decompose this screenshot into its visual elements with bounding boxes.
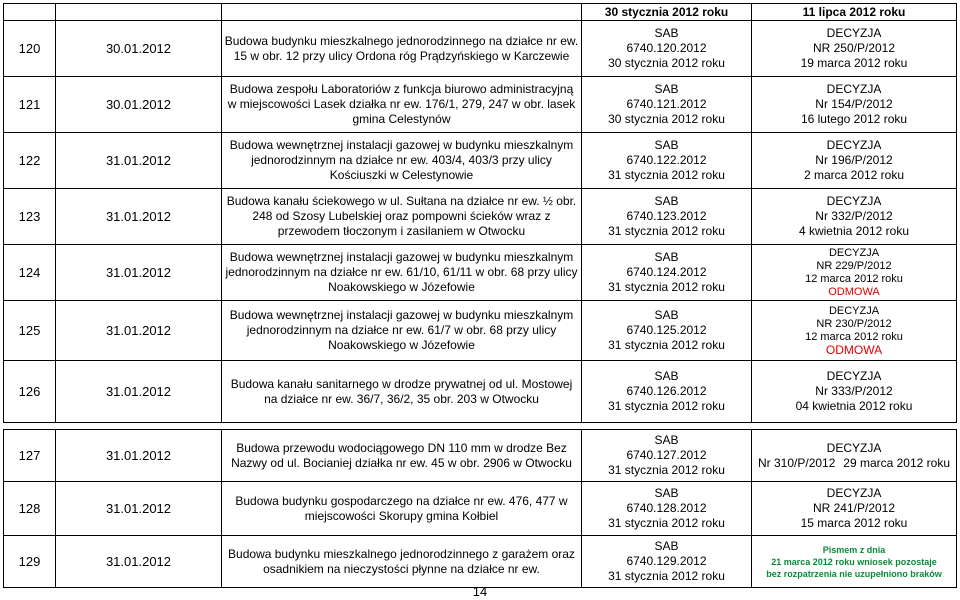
decision-date: 19 marca 2012 roku [800,56,908,70]
row-date: 31.01.2012 [56,361,222,423]
decision-number: Nr 154/P/2012 [815,97,893,111]
row-sab [582,77,752,133]
row-sab [582,133,752,189]
note-line: bez rozpatrzenia nie uzupełniono braków [766,568,942,579]
sab-label: SAB [654,486,679,500]
row-number: 122 [4,133,56,189]
decision-date: 2 marca 2012 roku [803,168,905,182]
sab-label: SAB [654,308,679,322]
row-sab [582,301,752,361]
row-description: Budowa budynku gospodarczego na działce nr ew. 476, 477 w miejscowości Skorupy gmina Kołbiel [222,482,582,536]
row-date: 31.01.2012 [56,189,222,245]
sab-label: SAB [654,194,679,208]
row-sab [582,536,752,588]
sab-label: SAB [654,433,679,447]
decision-refusal-note: ODMOWA [825,342,883,357]
row-date: 30.01.2012 [56,21,222,77]
sab-number: 6740.124.2012 [626,265,707,279]
decision-date: 12 marca 2012 roku [805,330,903,343]
decision-label: DECYZJA [826,440,882,455]
sab-label: SAB [654,539,679,553]
header-sab-date: 30 stycznia 2012 roku [582,4,752,21]
row-description: Budowa wewnętrznej instalacji gazowej w budynku mieszkalnym jednorodzinnym na działce nr ew. 403/4, 403/3 przy ulicy Kościuszki w Celestynowie [222,133,582,189]
decision-number: Nr 196/P/2012 [815,153,893,167]
decision-number: NR 230/P/2012 [816,317,892,330]
row-sab [582,482,752,536]
decision-label: DECYZJA [826,486,882,500]
page-number: 14 [472,584,488,599]
row-description: Budowa budynku mieszkalnego jednorodzinnego z garażem oraz osadnikiem na nieczystości płynne na działce nr ew. [222,536,582,588]
sab-number: 6740.129.2012 [626,554,707,568]
row-decision [752,245,957,301]
decision-label: DECYZJA [826,26,882,40]
register-table [3,3,957,588]
sab-date: 31 stycznia 2012 roku [608,224,725,238]
decision-date: 29 marca 2012 roku [843,455,950,470]
decision-number-date [754,456,954,471]
decision-label: DECYZJA [826,194,882,208]
row-sab [582,430,752,482]
sab-label: SAB [654,82,679,96]
sab-number: 6740.128.2012 [626,501,707,515]
sab-date: 30 stycznia 2012 roku [608,112,725,126]
decision-date: 04 kwietnia 2012 roku [795,399,913,413]
table-row [4,482,957,536]
row-sab [582,189,752,245]
sab-date: 31 stycznia 2012 roku [608,569,725,583]
row-number: 121 [4,77,56,133]
table-row [4,133,957,189]
decision-number: Nr 332/P/2012 [815,209,893,223]
sab-number: 6740.125.2012 [626,323,707,337]
row-description: Budowa wewnętrznej instalacji gazowej w budynku mieszkalnym jednorodzinnym na działce nr ew. 61/7 w obr. 68 przy ulicy Noakowskiego w Józefowie [222,301,582,361]
decision-number: Nr 333/P/2012 [815,384,893,398]
row-decision [752,21,957,77]
sab-date: 31 stycznia 2012 roku [608,338,725,352]
sab-number: 6740.122.2012 [626,153,707,167]
sab-date: 31 stycznia 2012 roku [608,168,725,182]
row-number: 129 [4,536,56,588]
decision-label: DECYZJA [828,246,880,259]
table-row [4,361,957,423]
note-line: Pismem z dnia [822,544,886,555]
sab-label: SAB [654,250,679,264]
row-description: Budowa wewnętrznej instalacji gazowej w budynku mieszkalnym jednorodzinnym na działce nr ew. 61/10, 61/11 w obr. 68 przy ulicy Noakowskiego w Józefowie [222,245,582,301]
row-date: 31.01.2012 [56,301,222,361]
decision-label: DECYZJA [826,138,882,152]
decision-label: DECYZJA [826,82,882,96]
decision-date: 4 kwietnia 2012 roku [798,224,910,238]
row-decision [752,430,957,482]
table-row [4,245,957,301]
row-description: Budowa budynku mieszkalnego jednorodzinnego na działce nr ew. 15 w obr. 12 przy ulicy Ordona róg Prądzyńskiego w Karczewie [222,21,582,77]
sab-label: SAB [654,26,679,40]
sab-date: 31 stycznia 2012 roku [608,516,725,530]
note-line: 21 marca 2012 roku wniosek pozostaje [771,556,937,567]
sab-date: 31 stycznia 2012 roku [608,463,725,477]
row-date: 31.01.2012 [56,482,222,536]
row-description: Budowa przewodu wodociągowego DN 110 mm w drodze Bez Nazwy od ul. Bocianiej działka nr ew. 45 w obr. 2906 w Otwocku [222,430,582,482]
table-gap [4,423,957,430]
row-description: Budowa zespołu Laboratoriów z funkcja biurowo administracyjną w miejscowości Lasek działka nr ew. 176/1, 279, 247 w obr. lasek gmina Celestynów [222,77,582,133]
row-sab [582,245,752,301]
decision-date: 16 lutego 2012 roku [800,112,908,126]
decision-number: NR 250/P/2012 [812,41,896,55]
table-row [4,189,957,245]
sab-number: 6740.126.2012 [626,384,707,398]
row-date: 30.01.2012 [56,77,222,133]
sab-label: SAB [654,138,679,152]
row-number: 123 [4,189,56,245]
row-number: 127 [4,430,56,482]
table-row [4,301,957,361]
decision-date: 15 marca 2012 roku [800,516,908,530]
decision-label: DECYZJA [826,369,882,383]
sab-number: 6740.127.2012 [626,448,707,462]
row-sab [582,361,752,423]
row-number: 125 [4,301,56,361]
row-date: 31.01.2012 [56,245,222,301]
table-row [4,77,957,133]
row-decision-note [752,536,957,588]
decision-date: 12 marca 2012 roku [805,272,903,285]
table-row [4,536,957,588]
row-date: 31.01.2012 [56,536,222,588]
row-decision [752,301,957,361]
sab-date: 30 stycznia 2012 roku [608,56,725,70]
row-number: 126 [4,361,56,423]
decision-number: NR 229/P/2012 [816,259,892,272]
row-description: Budowa kanału ściekowego w ul. Sułtana na działce nr ew. ½ obr. 248 od Szosy Lubelskiej oraz pompowni ścieków wraz z przewodem tłoczonym i zasilaniem w Otwocku [222,189,582,245]
row-number: 124 [4,245,56,301]
sab-number: 6740.123.2012 [626,209,707,223]
table-row [4,430,957,482]
row-date: 31.01.2012 [56,133,222,189]
row-decision [752,482,957,536]
row-number: 128 [4,482,56,536]
sab-number: 6740.121.2012 [626,97,707,111]
row-decision [752,133,957,189]
sab-number: 6740.120.2012 [626,41,707,55]
row-decision [752,361,957,423]
decision-label: DECYZJA [828,304,880,317]
header-decision-date: 11 lipca 2012 roku [752,4,957,21]
row-number: 120 [4,21,56,77]
table-row [4,21,957,77]
sab-label: SAB [654,369,679,383]
decision-refusal-note: ODMOWA [828,285,880,298]
row-description: Budowa kanału sanitarnego w drodze prywatnej od ul. Mostowej na działce nr ew. 36/7, 36/2, 35 obr. 203 w Otwocku [222,361,582,423]
sab-date: 31 stycznia 2012 roku [608,280,725,294]
row-date: 31.01.2012 [56,430,222,482]
decision-number: NR 241/P/2012 [812,501,896,515]
table-header-row [4,4,957,21]
decision-number: Nr 310/P/2012 [758,455,836,470]
row-sab [582,21,752,77]
row-decision [752,189,957,245]
sab-date: 31 stycznia 2012 roku [608,399,725,413]
row-decision [752,77,957,133]
